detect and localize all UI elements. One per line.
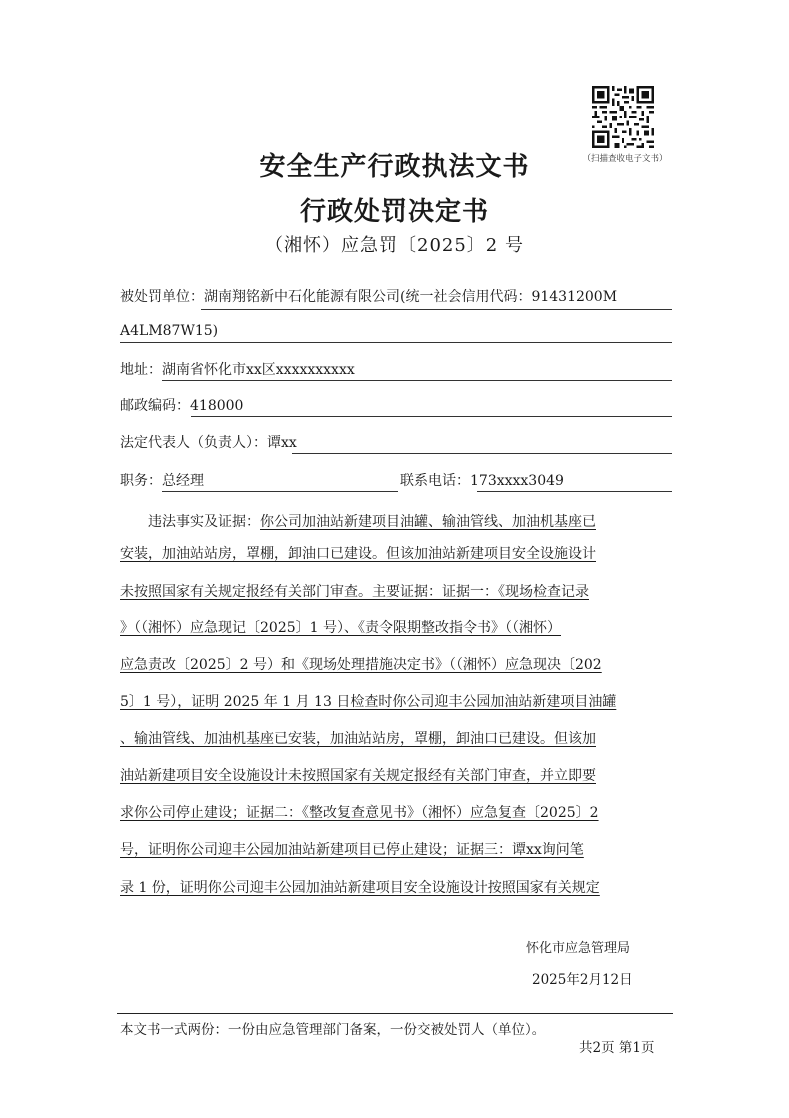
- facts-label: 违法事实及证据：: [148, 514, 260, 530]
- facts-line-1: [148, 513, 672, 531]
- postcode-label: 邮政编码：: [120, 398, 190, 414]
- facts-line-10: 号，证明你公司迎丰公园加油站新建项目已停止建设；证据三：谭xx询问笔: [120, 842, 584, 858]
- party-underline: [201, 309, 672, 310]
- address-label: 地址：: [120, 362, 162, 378]
- footer-divider: [117, 1013, 673, 1014]
- phone-row: [400, 472, 672, 490]
- phone-value: 173xxxx3049: [470, 473, 564, 489]
- page-indicator: 共2页 第1页: [579, 1040, 655, 1056]
- address-value: 湖南省怀化市xx区xxxxxxxxxx: [162, 362, 355, 378]
- facts-line-7: 、输油管线、加油机基座已安装，加油站站房，罩棚，卸油口已建设。但该加: [120, 731, 596, 747]
- address-underline: [162, 380, 672, 381]
- position-underline: [162, 491, 398, 492]
- issuing-authority: 怀化市应急管理局: [526, 941, 631, 956]
- postcode-value: 418000: [190, 398, 244, 414]
- facts-line-5: 应急责改〔2025〕2 号）和《现场处理措施决定书》（（湘怀）应急现决〔202: [120, 657, 602, 673]
- representative-row: [120, 434, 672, 452]
- facts-line-11: 录 1 份，证明你公司迎丰公园加油站新建项目安全设施设计按照国家有关规定: [120, 880, 600, 896]
- phone-label: 联系电话：: [400, 473, 470, 489]
- document-number: （湘怀）应急罚〔2025〕2 号: [265, 235, 524, 256]
- position-value: 总经理: [162, 473, 204, 489]
- party-underline-2: [120, 342, 672, 343]
- facts-line-4: 》（（湘怀）应急现记〔2025〕1 号）、《责令限期整改指令书》（（湘怀）: [120, 620, 561, 636]
- address-row: [120, 361, 672, 379]
- party-name-line1: 湖南翔铭新中石化能源有限公司(统一社会信用代码：91431200M: [204, 289, 618, 305]
- party-label: 被处罚单位：: [120, 289, 204, 305]
- representative-label: 法定代表人（负责人）：: [120, 435, 267, 451]
- representative-underline: [292, 453, 672, 454]
- position-label: 职务：: [120, 473, 162, 489]
- document-title: 行政处罚决定书: [299, 197, 489, 227]
- facts-line-2: 安装，加油站站房，罩棚，卸油口已建设。但该加油站新建项目安全设施设计: [120, 546, 596, 562]
- party-name-line2: A4LM87W15): [120, 323, 219, 339]
- representative-value: 谭xx: [267, 435, 297, 451]
- party-row: [120, 288, 672, 306]
- postcode-row: [120, 397, 672, 415]
- qr-caption: （扫描查收电子文书）: [582, 154, 668, 164]
- document-category-title: 安全生产行政执法文书: [259, 152, 530, 182]
- facts-line-6: 5〕1 号），证明 2025 年 1 月 13 日检查时你公司迎丰公园加油站新建项目油罐: [120, 694, 617, 710]
- issue-date: 2025年2月12日: [532, 972, 633, 988]
- qr-code-icon: [592, 86, 654, 148]
- phone-underline: [477, 491, 672, 492]
- facts-line-8: 油站新建项目安全设施设计未按照国家有关规定报经有关部门审查，并立即要: [120, 768, 596, 784]
- facts-line-9: 求你公司停止建设；证据二：《整改复查意见书》（湘怀）应急复查〔2025〕2: [120, 805, 599, 821]
- facts-line-3: 未按照国家有关规定报经有关部门审查。主要证据：证据一：《现场检查记录: [120, 584, 589, 600]
- footer-note: 本文书一式两份：一份由应急管理部门备案，一份交被处罚人（单位）。: [120, 1022, 546, 1038]
- postcode-underline: [191, 416, 672, 417]
- facts-text-1: 你公司加油站新建项目油罐、输油管线、加油机基座已: [260, 514, 596, 530]
